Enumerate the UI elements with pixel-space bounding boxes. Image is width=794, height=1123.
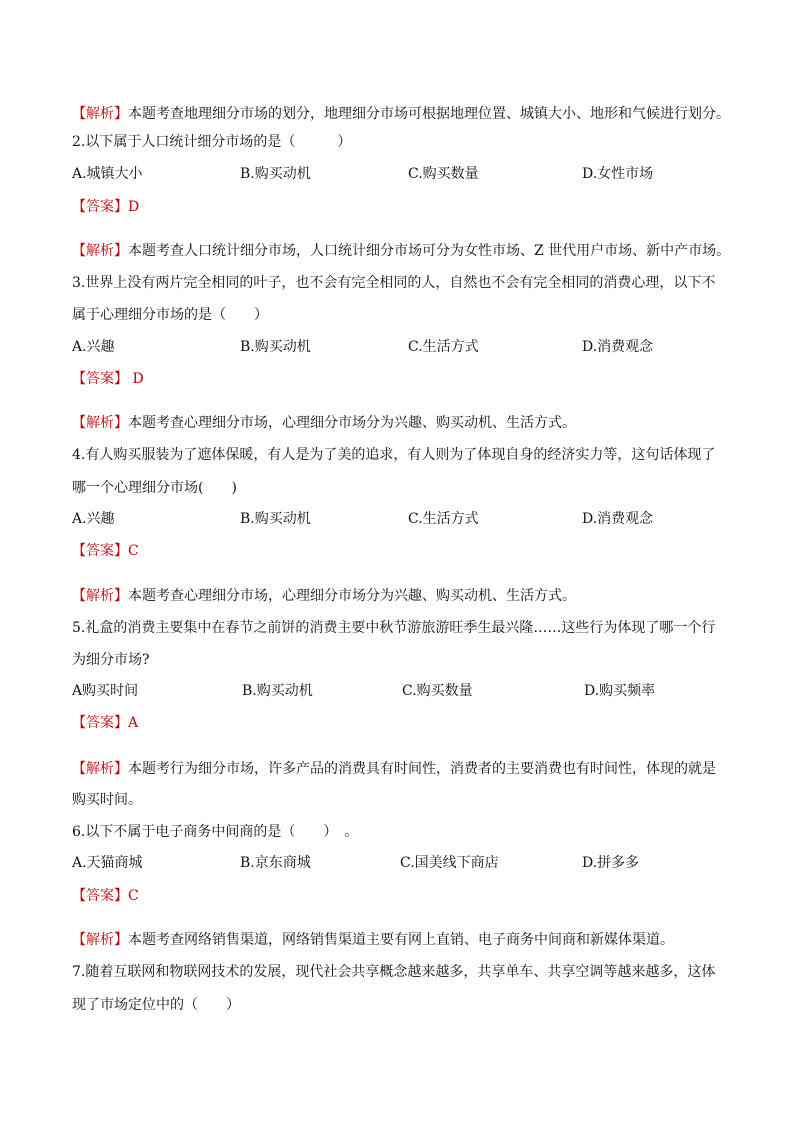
explanation-label: 【解析】 bbox=[72, 106, 128, 122]
answer-label: 【答案】 bbox=[72, 715, 128, 731]
q4-explanation bbox=[72, 586, 734, 606]
q6-option-c: C.国美线下商店 bbox=[400, 855, 499, 871]
q4-stem-line1: 4.有人购买服装为了遮体保暖，有人是为了美的追求，有人则为了体现自身的经济实力等，这句话体现了 bbox=[72, 447, 716, 463]
answer-label: 【答案】 bbox=[72, 543, 128, 559]
q6-option-a: A.天猫商城 bbox=[72, 855, 143, 871]
q5-stem-line1: 5.礼盒的消费主要集中在春节之前饼的消费主要中秋节游旅游旺季生最兴隆……这些行为体现了哪一个行 bbox=[72, 620, 716, 636]
q1-explanation bbox=[72, 104, 734, 124]
q2-option-a: A.城镇大小 bbox=[72, 166, 143, 182]
q5-option-b: B.购买动机 bbox=[242, 683, 313, 699]
q6-explanation bbox=[72, 930, 734, 950]
explanation-label: 【解析】 bbox=[72, 932, 128, 948]
explanation-label: 【解析】 bbox=[72, 415, 128, 431]
explanation-label: 【解析】 bbox=[72, 243, 128, 259]
q6-answer bbox=[72, 886, 734, 906]
answer-value: C bbox=[128, 888, 139, 904]
q2-option-c: C.购买数量 bbox=[408, 166, 479, 182]
q7-stem-line1: 7.随着互联网和物联网技术的发展，现代社会共享概念越来越多，共享单车、共享空调等越来越多，这体 bbox=[72, 964, 716, 980]
explanation-text: 本题考查心理细分市场，心理细分市场分为兴趣、购买动机、生活方式。 bbox=[128, 415, 576, 431]
q5-option-c: C.购买数量 bbox=[402, 683, 473, 699]
q5-answer bbox=[72, 713, 734, 733]
explanation-text: 本题考查地理细分市场的划分，地理细分市场可根据地理位置、城镇大小、地形和气候进行划分。 bbox=[128, 106, 730, 122]
explanation-text: 本题考查心理细分市场，心理细分市场分为兴趣、购买动机、生活方式。 bbox=[128, 588, 576, 604]
q3-option-c: C.生活方式 bbox=[408, 339, 479, 355]
q3-option-b: B.购买动机 bbox=[240, 339, 311, 355]
q4-stem-line2: 哪一个心理细分市场( ) bbox=[72, 480, 237, 496]
answer-label: 【答案】 bbox=[72, 199, 128, 215]
q3-stem-line2: 属于心理细分市场的是（ ） bbox=[72, 307, 268, 323]
explanation-text: 本题考查人口统计细分市场，人口统计细分市场可分为女性市场、Z 世代用户市场、新中产市场。 bbox=[128, 243, 731, 259]
q4-answer bbox=[72, 541, 734, 561]
explanation-label: 【解析】 bbox=[72, 588, 128, 604]
answer-value: D bbox=[128, 371, 144, 387]
q4-option-a: A.兴趣 bbox=[72, 511, 115, 527]
q5-option-d: D.购买频率 bbox=[584, 683, 656, 699]
q5-option-a: A购买时间 bbox=[72, 683, 139, 699]
q5-explanation-line1 bbox=[72, 759, 734, 779]
q5-stem-line2: 为细分市场? bbox=[72, 652, 150, 668]
explanation-text: 本题考查网络销售渠道，网络销售渠道主要有网上直销、电子商务中间商和新媒体渠道。 bbox=[128, 932, 674, 948]
q6-option-d: D.拼多多 bbox=[582, 855, 640, 871]
answer-value: C bbox=[128, 543, 139, 559]
q6-stem: 6.以下不属于电子商务中间商的是（ ） 。 bbox=[72, 824, 359, 840]
q2-option-b: B.购买动机 bbox=[240, 166, 311, 182]
answer-value: D bbox=[128, 199, 140, 215]
q5-explanation-line2: 购买时间。 bbox=[72, 792, 142, 808]
explanation-text: 本题考行为细分市场，许多产品的消费具有时间性，消费者的主要消费也有时间性，体现的就是 bbox=[128, 761, 716, 777]
q2-stem: 2.以下属于人口统计细分市场的是（ ） bbox=[72, 134, 352, 150]
q4-option-b: B.购买动机 bbox=[240, 511, 311, 527]
answer-value: A bbox=[128, 715, 139, 731]
q3-option-d: D.消费观念 bbox=[582, 339, 654, 355]
q2-option-d: D.女性市场 bbox=[582, 166, 654, 182]
q4-option-c: C.生活方式 bbox=[408, 511, 479, 527]
q3-explanation bbox=[72, 413, 734, 433]
q3-answer bbox=[72, 369, 734, 389]
q2-explanation bbox=[72, 241, 734, 261]
q7-stem-line2: 现了市场定位中的（ ） bbox=[72, 997, 240, 1013]
q4-option-d: D.消费观念 bbox=[582, 511, 654, 527]
q6-option-b: B.京东商城 bbox=[240, 855, 311, 871]
q2-answer bbox=[72, 197, 734, 217]
q3-option-a: A.兴趣 bbox=[72, 339, 115, 355]
answer-label: 【答案】 bbox=[72, 888, 128, 904]
explanation-label: 【解析】 bbox=[72, 761, 128, 777]
q3-stem-line1: 3.世界上没有两片完全相同的叶子，也不会有完全相同的人，自然也不会有完全相同的消费心理，以下不 bbox=[72, 275, 716, 291]
answer-label: 【答案】 bbox=[72, 371, 128, 387]
